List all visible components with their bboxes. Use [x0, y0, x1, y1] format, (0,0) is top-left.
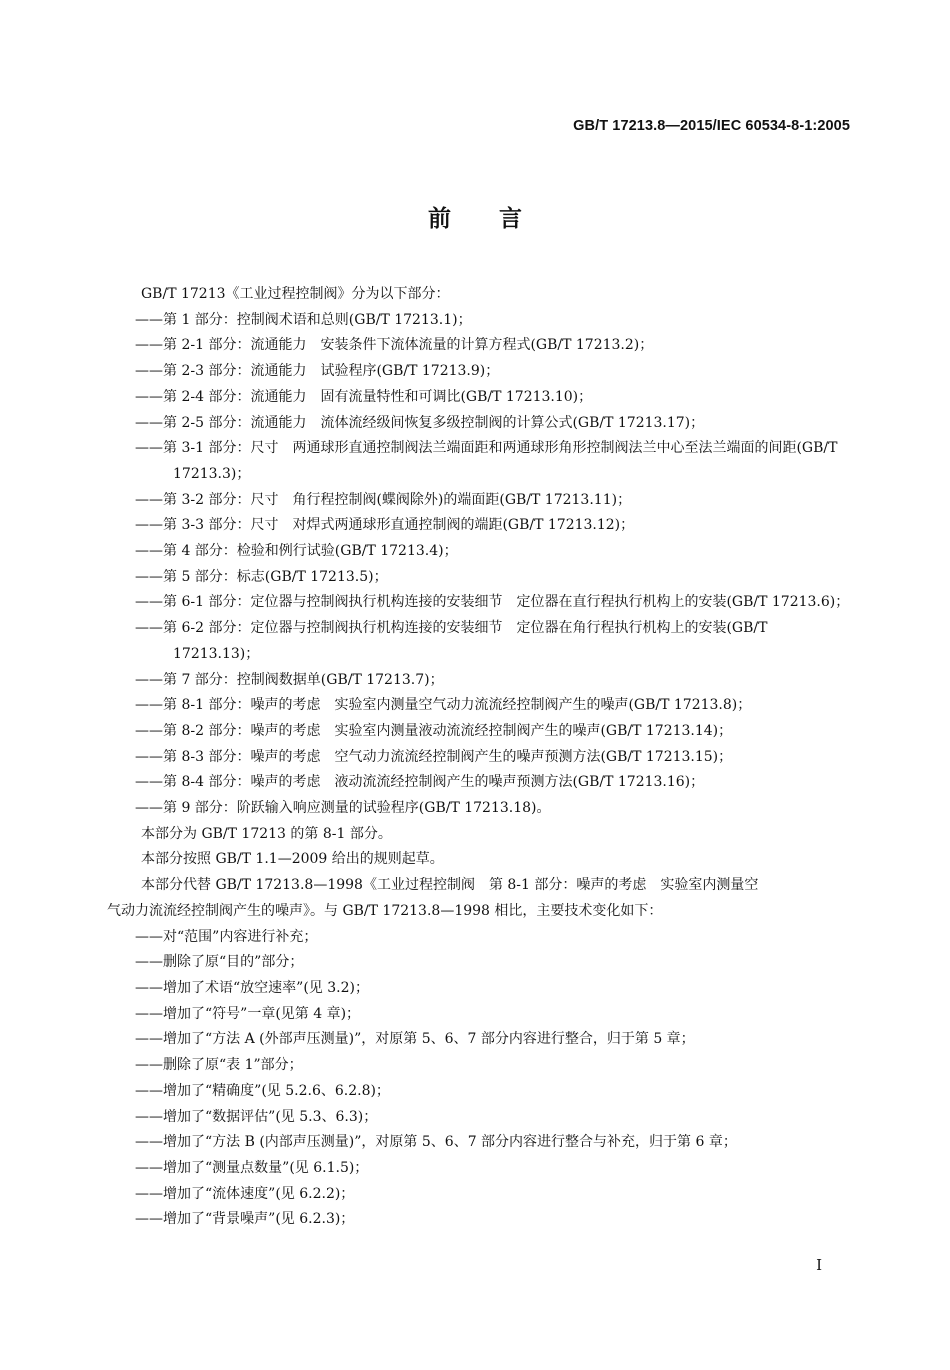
list-item: ——增加了“背景噪声”(见 6.2.3)； [135, 1211, 355, 1228]
list-item: ——第 3-1 部分：尺寸 两通球形直通控制阀法兰端面距和两通球形角形控制阀法兰中心至法兰端面的间距(GB/T 17213.3)； [135, 440, 838, 482]
list-item: ——第 2-5 部分：流通能力 流体流经级间恢复多级控制阀的计算公式(GB/T 17213.17)； [135, 414, 705, 431]
list-item: ——第 5 部分：标志(GB/T 17213.5)； [135, 568, 388, 585]
document-body [107, 282, 855, 1233]
page-title: 前言 [428, 206, 570, 232]
list-item: ——第 8-2 部分：噪声的考虑 实验室内测量液动流流经控制阀产生的噪声(GB/T 17213.14)； [135, 722, 733, 739]
list-item: ——增加了术语“放空速率”(见 3.2)； [135, 979, 369, 996]
list-item: ——增加了“方法 A (外部声压测量)”，对原第 5、6、7 部分内容进行整合，归于第 5 章； [135, 1031, 695, 1048]
list-item: ——第 3-3 部分：尺寸 对焊式两通球形直通控制阀的端距(GB/T 17213.12)； [135, 517, 635, 534]
intro-paragraph: GB/T 17213《工业过程控制阀》分为以下部分： [141, 286, 450, 302]
list-item: ——第 3-2 部分：尺寸 角行程控制阀(蝶阀除外)的端面距(GB/T 17213.11)； [135, 491, 632, 508]
replacement-statement-line-2: 气动力流流经控制阀产生的噪声》。与 GB/T 17213.8—1998 相比，主要技术变化如下： [107, 902, 663, 919]
list-item: ——增加了“方法 B (内部声压测量)”，对原第 5、6、7 部分内容进行整合与补充，归于第 6 章； [135, 1134, 737, 1151]
list-item: ——第 8-3 部分：噪声的考虑 空气动力流流经控制阀产生的噪声预测方法(GB/T 17213.15)； [135, 748, 733, 765]
list-item: ——第 2-1 部分：流通能力 安装条件下流体流量的计算方程式(GB/T 17213.2)； [135, 337, 654, 354]
list-item: ——增加了“符号”一章(见第 4 章)； [135, 1005, 361, 1022]
list-item: ——删除了原“目的”部分； [135, 954, 304, 971]
list-item: ——第 2-3 部分：流通能力 试验程序(GB/T 17213.9)； [135, 363, 500, 380]
list-item: ——第 7 部分：控制阀数据单(GB/T 17213.7)； [135, 671, 444, 688]
replacement-statement-line-1: 本部分代替 GB/T 17213.8—1998《工业过程控制阀 第 8-1 部分：噪声的考虑 实验室内测量空 [141, 877, 759, 894]
list-item: ——增加了“测量点数量”(见 6.1.5)； [135, 1159, 369, 1176]
statement-drafting-rules: 本部分按照 GB/T 1.1—2009 给出的规则起草。 [141, 851, 444, 868]
list-item: ——增加了“流体速度”(见 6.2.2)； [135, 1185, 355, 1202]
list-item: ——第 8-4 部分：噪声的考虑 液动流流经控制阀产生的噪声预测方法(GB/T 17213.16)； [135, 774, 705, 791]
list-item: ——增加了“数据评估”(见 5.3、6.3)； [135, 1108, 378, 1125]
parts-list [135, 308, 855, 822]
list-item: ——第 4 部分：检验和例行试验(GB/T 17213.4)； [135, 543, 458, 560]
list-item: ——第 6-1 部分：定位器与控制阀执行机构连接的安装细节 定位器在直行程执行机构上的安装(GB/T 17213.6)； [135, 594, 850, 611]
standard-number-header: GB/T 17213.8—2015/IEC 60534-8-1:2005 [573, 118, 850, 134]
changes-list [135, 925, 855, 1233]
list-item: ——第 9 部分：阶跃输入响应测量的试验程序(GB/T 17213.18)。 [135, 800, 551, 817]
list-item: ——第 6-2 部分：定位器与控制阀执行机构连接的安装细节 定位器在角行程执行机构上的安装(GB/T 17213.13)； [135, 620, 768, 662]
list-item: ——第 2-4 部分：流通能力 固有流量特性和可调比(GB/T 17213.10)； [135, 388, 593, 405]
list-item: ——删除了原“表 1”部分； [135, 1057, 303, 1074]
list-item: ——增加了“精确度”(见 5.2.6、6.2.8)； [135, 1082, 390, 1099]
list-item: ——对“范围”内容进行补充； [135, 928, 318, 945]
statement-part-number: 本部分为 GB/T 17213 的第 8-1 部分。 [141, 825, 392, 842]
page-number: I [816, 1256, 822, 1274]
list-item: ——第 8-1 部分：噪声的考虑 实验室内测量空气动力流流经控制阀产生的噪声(GB/T 17213.8)； [135, 697, 752, 714]
list-item: ——第 1 部分：控制阀术语和总则(GB/T 17213.1)； [135, 311, 472, 328]
